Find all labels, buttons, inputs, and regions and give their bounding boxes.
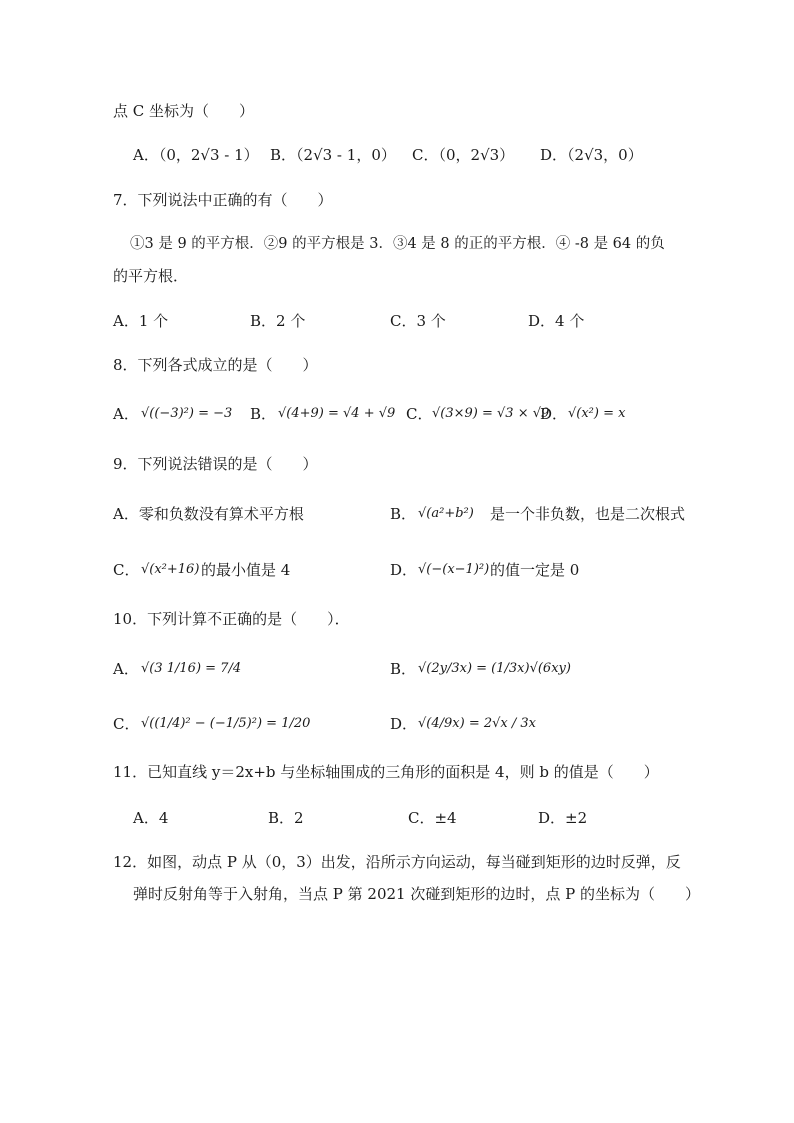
- q9-expr-d: √(−(x−1)²): [418, 562, 490, 577]
- q10-expr-b: √(2y/3x) = (1/3x)√(6xy): [418, 661, 571, 676]
- q10-expr-d: √(4/9x) = 2√x / 3x: [418, 716, 536, 731]
- q9-label-d: D．: [390, 561, 418, 579]
- q11-stem: 11．已知直线 y＝2x+b 与坐标轴围成的三角形的面积是 4，则 b 的值是（ ）: [113, 763, 659, 781]
- q8-expr-a: √((−3)²) = −3: [141, 406, 233, 421]
- q8-label-a: A．: [113, 405, 139, 423]
- q10-expr-c: √((1/4)² − (−1/5)²) = 1/20: [141, 716, 311, 731]
- q6-option-d: D．（2√3，0）: [540, 146, 643, 164]
- q12-line2: 弹时反射角等于入射角，当点 P 第 2021 次碰到矩形的边时，点 P 的坐标为（ ）: [133, 885, 700, 903]
- q11-option-c: C．±4: [408, 809, 457, 827]
- q9-expr-b: √(a²+b²): [418, 506, 474, 521]
- q8-label-b: B．: [250, 405, 277, 423]
- q8-label-d: D．: [540, 405, 568, 423]
- q11-option-b: B．2: [268, 809, 304, 827]
- q9-option-a: A．零和负数没有算术平方根: [113, 505, 304, 523]
- q11-option-a: A．4: [133, 809, 169, 827]
- q8-stem: 8．下列各式成立的是（ ）: [113, 356, 318, 374]
- q10-stem: 10．下列计算不正确的是（ ）．: [113, 610, 350, 628]
- q6-option-b: B．（2√3 - 1，0）: [270, 146, 396, 164]
- q9-label-b: B．: [390, 505, 417, 523]
- q6-option-a: A．（0，2√3 - 1）: [133, 146, 259, 164]
- q7-stem: 7．下列说法中正确的有（ ）: [113, 191, 333, 209]
- q11-option-d: D．±2: [538, 809, 588, 827]
- q8-expr-d: √(x²) = x: [568, 406, 626, 421]
- q7-option-a: A．1 个: [113, 312, 169, 330]
- q8-expr-b: √(4+9) = √4 + √9: [278, 406, 396, 421]
- q9-stem: 9．下列说法错误的是（ ）: [113, 455, 318, 473]
- q7-option-b: B．2 个: [250, 312, 306, 330]
- q6-option-c: C．（0，2√3）: [412, 146, 515, 164]
- q7-statements-line1: ①3 是 9 的平方根．②9 的平方根是 3．③4 是 8 的正的平方根．④ -8 是 64 的负: [130, 236, 665, 252]
- q7-option-d: D．4 个: [528, 312, 585, 330]
- q9-text-d: 的值一定是 0: [490, 561, 580, 579]
- q8-label-c: C．: [406, 405, 433, 423]
- q10-label-c: C．: [113, 715, 140, 733]
- q9-expr-c: √(x²+16): [141, 562, 200, 577]
- q8-expr-c: √(3×9) = √3 × √9: [432, 406, 550, 421]
- q6-stem-tail: 点 C 坐标为（ ）: [113, 102, 255, 120]
- q10-expr-a: √(3 1/16) = 7/4: [141, 661, 242, 676]
- q10-label-d: D．: [390, 715, 418, 733]
- q10-label-a: A．: [113, 660, 139, 678]
- q9-text-c: 的最小值是 4: [201, 561, 291, 579]
- q7-option-c: C．3 个: [390, 312, 446, 330]
- q9-text-b: 是一个非负数，也是二次根式: [490, 505, 686, 523]
- q9-label-c: C．: [113, 561, 140, 579]
- q10-label-b: B．: [390, 660, 417, 678]
- q7-statements-line2: 的平方根．: [113, 267, 189, 285]
- q12-line1: 12．如图，动点 P 从（0，3）出发，沿所示方向运动，每当碰到矩形的边时反弹，反: [113, 853, 681, 871]
